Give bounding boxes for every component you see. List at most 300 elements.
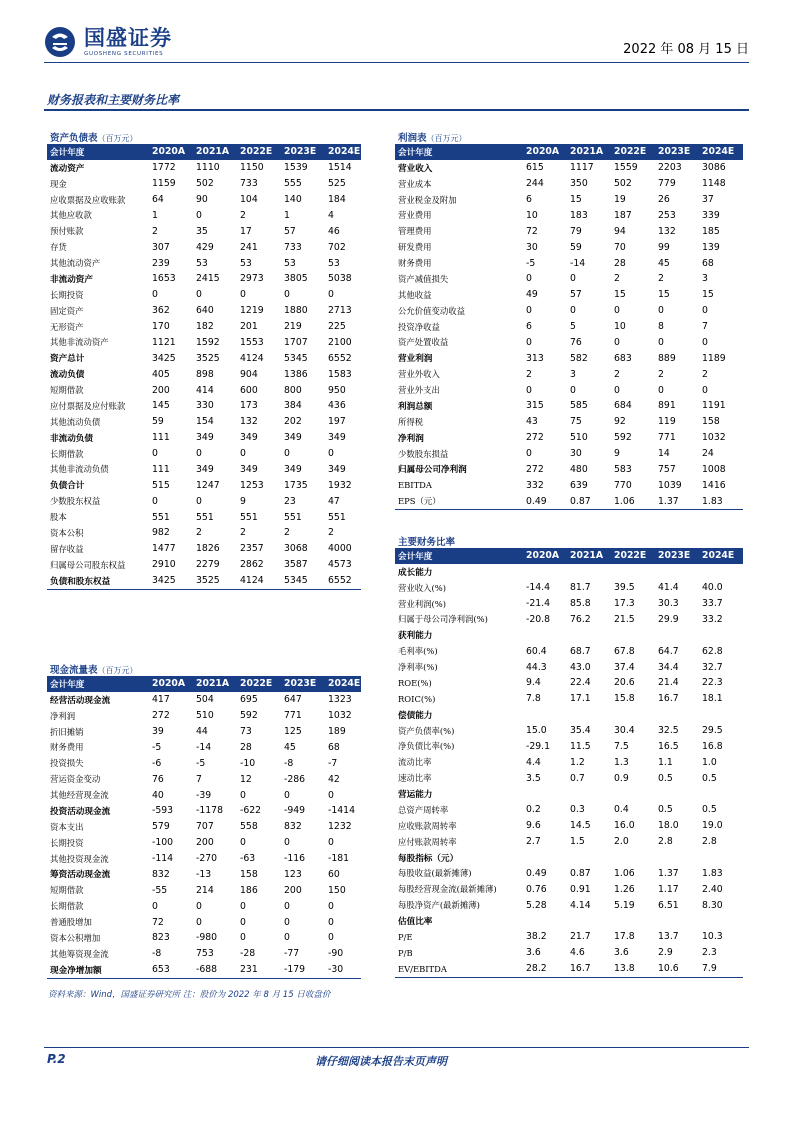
- cell-value: 1150: [240, 162, 264, 174]
- cell-value: 79: [570, 225, 582, 237]
- table-row: [395, 350, 743, 366]
- cell-value: 32.7: [702, 661, 723, 673]
- table-row: [395, 176, 743, 192]
- row-label: 公允价值变动收益: [398, 305, 465, 316]
- cell-value: 4: [328, 209, 334, 221]
- cell-value: 2: [658, 368, 664, 380]
- cell-value: -29.1: [526, 740, 551, 752]
- cell-value: 350: [570, 178, 588, 190]
- table-row: [47, 160, 361, 176]
- row-label: 营业费用: [398, 210, 432, 221]
- cell-value: 119: [658, 416, 676, 428]
- cell-value: 40.0: [702, 582, 723, 594]
- table-row: [395, 580, 743, 596]
- row-label: 其他投资现金流: [50, 853, 109, 864]
- cell-value: 30: [570, 448, 582, 460]
- cell-value: -77: [284, 948, 300, 960]
- cell-value: -1414: [328, 805, 356, 817]
- row-label: 长期借款: [50, 901, 84, 912]
- cell-value: [611, 786, 655, 802]
- row-label: 每股经营现金流(最新摊薄): [398, 884, 497, 895]
- table-row: [395, 366, 743, 382]
- cell-value: 225: [328, 321, 346, 333]
- row-label: ROE(%): [398, 677, 432, 688]
- cell-value: 68: [328, 741, 340, 753]
- cell-value: 2: [284, 527, 290, 539]
- cell-value: 132: [240, 416, 258, 428]
- income-statement-table: [395, 144, 743, 510]
- row-label: 营业收入(%): [398, 582, 446, 593]
- cell-value: [611, 627, 655, 643]
- cell-value: 3525: [196, 352, 220, 364]
- cell-value: 187: [614, 209, 632, 221]
- cell-value: 0.2: [526, 804, 541, 816]
- cell-value: 0: [328, 932, 334, 944]
- cell-value: 0.3: [570, 804, 585, 816]
- cell-value: 5038: [328, 273, 352, 285]
- table-row: [395, 897, 743, 913]
- cell-value: 10.3: [702, 931, 723, 943]
- row-label: 利润总额: [398, 401, 433, 412]
- row-label: 会计年度: [47, 144, 149, 160]
- row-label: 净负债比率(%): [398, 741, 455, 752]
- balance-sheet-title: 资产负债表（百万元）: [50, 133, 138, 144]
- cell-value: 45: [658, 257, 670, 269]
- cell-value: [655, 913, 699, 929]
- cell-value: 17.8: [614, 931, 635, 943]
- cell-value: 3587: [284, 559, 308, 571]
- cell-value: 0: [240, 900, 246, 912]
- cell-value: 72: [152, 916, 164, 928]
- cell-value: 15: [614, 289, 626, 301]
- cell-value: [523, 913, 567, 929]
- cell-value: 551: [240, 511, 258, 523]
- cell-value: 239: [152, 257, 170, 269]
- cell-value: 201: [240, 321, 258, 333]
- cell-value: 579: [152, 821, 170, 833]
- table-row: [395, 913, 743, 929]
- row-label: 成长能力: [398, 567, 433, 578]
- income-statement: [395, 130, 743, 510]
- row-label: 资产处置收益: [398, 337, 449, 348]
- table-row: [395, 866, 743, 882]
- cell-value: 11.5: [570, 740, 591, 752]
- table-row: [395, 818, 743, 834]
- cell-value: 0: [284, 289, 290, 301]
- cell-value: 384: [284, 400, 302, 412]
- cell-value: 0.7: [570, 772, 585, 784]
- cell-value: 3.6: [614, 947, 629, 959]
- footer-divider: [44, 1047, 749, 1048]
- cell-value: 5345: [281, 573, 325, 589]
- cell-value: 3.6: [526, 947, 541, 959]
- cell-value: 59: [152, 416, 164, 428]
- cell-value: 35: [196, 225, 208, 237]
- cell-value: -20.8: [526, 613, 551, 625]
- cell-value: 3: [702, 273, 708, 285]
- cell-value: 832: [284, 821, 302, 833]
- table-row: [395, 430, 743, 446]
- row-label: 总资产周转率: [398, 804, 449, 815]
- cell-value: 1247: [196, 479, 220, 491]
- cell-value: 57: [570, 289, 582, 301]
- table-header-row: [395, 548, 743, 564]
- section-title: 财务报表和主要财务比率: [47, 93, 180, 107]
- cell-value: [699, 627, 743, 643]
- cell-value: 2022E: [611, 548, 655, 564]
- cell-value: -14.4: [526, 582, 551, 594]
- cell-value: 10: [614, 321, 626, 333]
- table-row: [47, 851, 361, 867]
- cell-value: 17.3: [614, 598, 635, 610]
- cell-value: -688: [193, 962, 237, 978]
- cell-value: 1.5: [570, 836, 585, 848]
- row-label: EBITDA: [398, 480, 432, 491]
- cell-value: 170: [152, 321, 170, 333]
- row-label: 短期借款: [50, 885, 84, 896]
- table-row: [395, 477, 743, 493]
- row-label: 营业收入: [398, 163, 433, 174]
- row-label: 固定资产: [50, 305, 84, 316]
- row-label: 每股收益(最新摊薄): [398, 868, 472, 879]
- table-row: [47, 303, 361, 319]
- cell-value: 2100: [328, 336, 352, 348]
- cell-value: 132: [658, 225, 676, 237]
- cell-value: 0: [526, 384, 532, 396]
- cell-value: 733: [284, 241, 302, 253]
- table-row: [47, 525, 361, 541]
- table-header-row: [47, 144, 361, 160]
- cell-value: 2.0: [614, 836, 629, 848]
- table-row: [395, 786, 743, 802]
- cell-value: 2023E: [281, 144, 325, 160]
- cell-value: 1110: [196, 162, 220, 174]
- table-row: [47, 366, 361, 382]
- cell-value: 28.2: [523, 961, 567, 977]
- cell-value: 30.4: [614, 725, 635, 737]
- cell-value: 60: [328, 868, 340, 880]
- cell-value: 16.8: [702, 740, 723, 752]
- cell-value: 28: [614, 257, 626, 269]
- row-label: 现金: [50, 178, 67, 189]
- cell-value: -5: [196, 757, 206, 769]
- cell-value: 81.7: [570, 582, 591, 594]
- cell-value: 57: [284, 225, 296, 237]
- cell-value: 1707: [284, 336, 308, 348]
- cell-value: 0: [328, 789, 334, 801]
- cell-value: 0: [240, 837, 246, 849]
- cell-value: 771: [658, 432, 676, 444]
- cell-value: 0: [658, 336, 664, 348]
- cell-value: 53: [328, 257, 340, 269]
- cell-value: 5345: [284, 352, 308, 364]
- cell-value: 1880: [284, 305, 308, 317]
- cell-value: 14.5: [570, 820, 591, 832]
- cell-value: 0: [284, 448, 290, 460]
- cell-value: 2020A: [523, 548, 567, 564]
- cell-value: 2862: [240, 559, 264, 571]
- table-row: [395, 382, 743, 398]
- cell-value: 94: [614, 225, 626, 237]
- cell-value: -5: [152, 741, 162, 753]
- cell-value: 4.4: [526, 756, 541, 768]
- cell-value: 23: [284, 495, 296, 507]
- cell-value: 38.2: [526, 931, 547, 943]
- table-row: [395, 881, 743, 897]
- cell-value: 349: [284, 463, 302, 475]
- cell-value: 1159: [152, 178, 176, 190]
- table-row: [47, 708, 361, 724]
- cell-value: 37.4: [614, 661, 635, 673]
- cell-value: 9: [614, 448, 620, 460]
- table-header-row: [395, 144, 743, 160]
- row-label: 其他非流动资产: [50, 337, 109, 348]
- row-label: 资产减值损失: [398, 273, 449, 284]
- table-row: [47, 573, 361, 589]
- cell-value: 186: [240, 884, 258, 896]
- cell-value: 6552: [328, 352, 352, 364]
- table-row: [47, 692, 361, 708]
- cell-value: 19: [614, 194, 626, 206]
- cell-value: 145: [152, 400, 170, 412]
- cell-value: 1: [152, 209, 158, 221]
- cell-value: 1032: [328, 710, 352, 722]
- cell-value: 339: [702, 209, 720, 221]
- cell-value: 123: [284, 868, 302, 880]
- row-label: 现金净增加额: [47, 962, 149, 978]
- cell-value: 1323: [328, 694, 352, 706]
- cell-value: 0: [658, 384, 664, 396]
- cell-value: 832: [152, 868, 170, 880]
- cell-value: 551: [328, 511, 346, 523]
- cell-value: 21.7: [570, 931, 591, 943]
- cell-value: 0: [284, 932, 290, 944]
- cell-value: -181: [328, 853, 350, 865]
- table-row: [47, 930, 361, 946]
- cell-value: 22.4: [570, 677, 591, 689]
- table-row: [395, 834, 743, 850]
- cell-value: 0.5: [702, 804, 717, 816]
- cell-value: 10: [526, 209, 538, 221]
- row-label: 股本: [50, 512, 67, 523]
- cell-value: 0: [328, 289, 334, 301]
- cell-value: [699, 913, 743, 929]
- cell-value: 2022E: [237, 676, 281, 692]
- cell-value: 2.3: [702, 947, 717, 959]
- row-label: 短期借款: [50, 385, 84, 396]
- cell-value: 183: [570, 209, 588, 221]
- cell-value: 0: [702, 384, 708, 396]
- cell-value: -1178: [196, 805, 224, 817]
- cell-value: 2020A: [149, 676, 193, 692]
- cell-value: 7: [196, 773, 202, 785]
- cell-value: 3: [570, 368, 576, 380]
- table-row: [395, 192, 743, 208]
- cell-value: [611, 913, 655, 929]
- cell-value: 158: [702, 416, 720, 428]
- cell-value: 0: [240, 916, 246, 928]
- row-label: 速动比率: [398, 773, 432, 784]
- cell-value: 72: [526, 225, 538, 237]
- table-row: [395, 961, 743, 977]
- cell-value: [655, 786, 699, 802]
- cell-value: 44.3: [526, 661, 547, 673]
- row-label: 应收票据及应收账款: [50, 194, 126, 205]
- cell-value: 582: [570, 352, 588, 364]
- row-label: 营业利润: [398, 354, 433, 365]
- table-row: [47, 192, 361, 208]
- cell-value: 0: [152, 495, 158, 507]
- cell-value: 0: [658, 305, 664, 317]
- cell-value: 15.8: [614, 693, 635, 705]
- cell-value: -179: [281, 962, 325, 978]
- cell-value: 2.8: [658, 836, 673, 848]
- table-row: [47, 962, 361, 978]
- table-row: [395, 612, 743, 628]
- cell-value: 525: [328, 178, 346, 190]
- table-row: [395, 770, 743, 786]
- cell-value: [567, 786, 611, 802]
- table-row: [47, 239, 361, 255]
- cell-value: 332: [526, 479, 544, 491]
- cell-value: 349: [328, 463, 346, 475]
- cell-value: 1.26: [614, 883, 635, 895]
- cash-flow-table: [47, 676, 361, 979]
- cell-value: 15: [570, 194, 582, 206]
- cell-value: 2020A: [523, 144, 567, 160]
- cell-value: 92: [614, 416, 626, 428]
- cell-value: 1.06: [614, 867, 635, 879]
- row-label: 其他流动负债: [50, 416, 101, 427]
- cell-value: 639: [570, 479, 588, 491]
- table-row: [395, 675, 743, 691]
- table-row: [47, 462, 361, 478]
- cell-value: -286: [284, 773, 306, 785]
- cell-value: 125: [284, 726, 302, 738]
- cell-value: 0: [570, 305, 576, 317]
- cell-value: 42: [328, 773, 340, 785]
- cell-value: 551: [284, 511, 302, 523]
- row-label: 投资损失: [50, 758, 84, 769]
- cell-value: 1117: [570, 162, 594, 174]
- cell-value: [611, 850, 655, 866]
- cell-value: 0.5: [658, 804, 673, 816]
- row-label: 营业外支出: [398, 385, 440, 396]
- table-row: [47, 803, 361, 819]
- cell-value: 2022E: [237, 144, 281, 160]
- row-label: 归属母公司净利润: [398, 465, 467, 476]
- cell-value: 2.8: [702, 836, 717, 848]
- cell-value: 653: [149, 962, 193, 978]
- financial-ratios-table: [395, 548, 743, 978]
- row-label: 负债和股东权益: [47, 573, 149, 589]
- cell-value: 307: [152, 241, 170, 253]
- cell-value: 0: [196, 900, 202, 912]
- cell-value: 1826: [196, 543, 220, 555]
- cell-value: 197: [328, 416, 346, 428]
- cell-value: 2279: [196, 559, 220, 571]
- cell-value: 16.5: [658, 740, 679, 752]
- cell-value: 44: [196, 726, 208, 738]
- cell-value: 140: [284, 194, 302, 206]
- row-label: 非流动资产: [50, 274, 93, 285]
- row-label: 折旧摊销: [50, 726, 84, 737]
- cell-value: 2: [152, 225, 158, 237]
- cell-value: 35.4: [570, 725, 591, 737]
- cell-value: -8: [284, 757, 294, 769]
- cell-value: 1592: [196, 336, 220, 348]
- cell-value: 555: [284, 178, 302, 190]
- row-label: 营运资金变动: [50, 774, 101, 785]
- cell-value: 154: [196, 416, 214, 428]
- cell-value: 0: [328, 448, 334, 460]
- cell-value: 2020A: [149, 144, 193, 160]
- cell-value: 2: [702, 368, 708, 380]
- cell-value: 85.8: [570, 598, 591, 610]
- cell-value: 150: [328, 884, 346, 896]
- cell-value: 272: [526, 463, 544, 475]
- row-label: 财务费用: [50, 742, 84, 753]
- cell-value: 2024E: [325, 144, 361, 160]
- cell-value: 2: [240, 527, 246, 539]
- cell-value: 2973: [240, 273, 264, 285]
- cell-value: 189: [328, 726, 346, 738]
- row-label: 少数股东损益: [398, 448, 449, 459]
- table-row: [395, 850, 743, 866]
- table-row: [47, 382, 361, 398]
- cell-value: 32.5: [658, 725, 679, 737]
- cell-value: 592: [240, 710, 258, 722]
- cell-value: 62.8: [702, 645, 723, 657]
- table-row: [395, 659, 743, 675]
- row-label: 研发费用: [398, 242, 432, 253]
- row-label: 偿债能力: [398, 710, 433, 721]
- cell-value: -100: [152, 837, 174, 849]
- row-label: 净利润: [398, 433, 424, 444]
- cell-value: 49: [526, 289, 538, 301]
- cell-value: 1008: [702, 463, 726, 475]
- cell-value: 37: [702, 194, 714, 206]
- row-label: 获利能力: [398, 631, 433, 642]
- row-label: 管理费用: [398, 226, 432, 237]
- cell-value: 3525: [193, 573, 237, 589]
- row-label: 资本公积增加: [50, 932, 101, 943]
- row-label: 非流动负债: [50, 433, 93, 444]
- cell-value: 26: [658, 194, 670, 206]
- table-row: [47, 541, 361, 557]
- row-label: 营业外收入: [398, 369, 440, 380]
- report-date: 2022 年 08 月 15 日: [623, 42, 749, 57]
- cell-value: 1583: [328, 368, 352, 380]
- cell-value: 7.5: [614, 740, 629, 752]
- cell-value: -6: [152, 757, 162, 769]
- row-label: 筹资活动现金流: [50, 870, 111, 881]
- cell-value: 4124: [240, 352, 264, 364]
- cell-value: 70: [614, 241, 626, 253]
- cell-value: 558: [240, 821, 258, 833]
- cell-value: 0: [526, 448, 532, 460]
- cell-value: 202: [284, 416, 302, 428]
- cell-value: -28: [240, 948, 256, 960]
- cell-value: 600: [240, 384, 258, 396]
- row-label: 流动比率: [398, 757, 432, 768]
- cell-value: 647: [284, 694, 302, 706]
- cell-value: 111: [152, 432, 170, 444]
- section-divider: [44, 109, 749, 111]
- row-label: 投资活动现金流: [50, 806, 111, 817]
- cell-value: 68.7: [570, 645, 591, 657]
- cell-value: 707: [196, 821, 214, 833]
